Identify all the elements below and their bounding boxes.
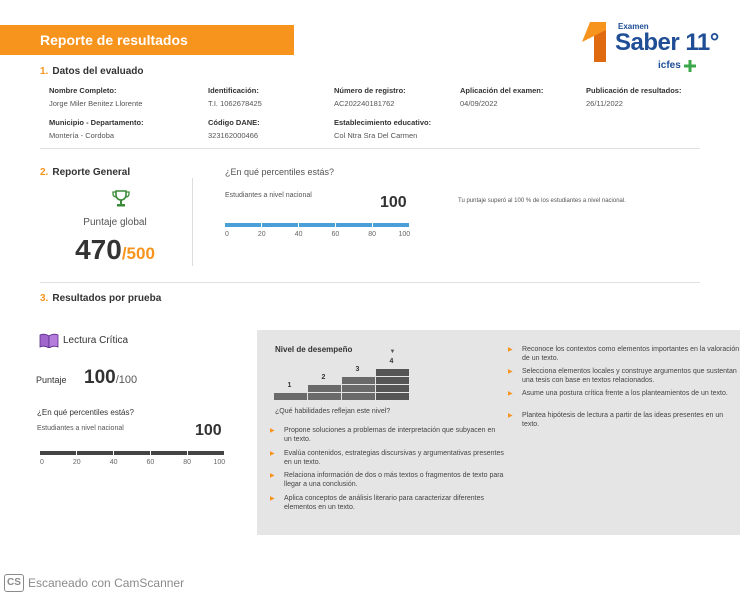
subject-scale-segment	[151, 451, 187, 455]
level-number: 1	[287, 382, 292, 389]
section-2-title	[40, 167, 130, 178]
level-number: 4	[389, 358, 394, 365]
saber-logo	[580, 20, 720, 76]
section-1-label: Datos del evaluado	[52, 66, 144, 77]
subject-score-label: Puntaje	[36, 375, 67, 385]
global-scale-segment	[336, 223, 372, 227]
subject-title: Lectura Crítica	[63, 335, 129, 346]
field-label-name: Nombre Completo:	[49, 86, 117, 95]
skills-list-left	[270, 427, 505, 527]
logo-exam-label: Examen	[618, 22, 649, 31]
current-level-marker-icon: ▼	[389, 349, 396, 355]
subject-scale-segment	[77, 451, 113, 455]
global-scale-segment	[262, 223, 298, 227]
level-number: 3	[355, 366, 360, 373]
bullet-arrow-icon: ▶	[508, 413, 513, 419]
subject-national-label: Estudiantes a nivel nacional	[37, 425, 124, 432]
subject-scale-segment	[40, 451, 76, 455]
global-score-value: 470	[75, 234, 122, 265]
global-scale-segment	[299, 223, 335, 227]
global-score-label: Puntaje global	[83, 217, 147, 228]
section-1-title	[40, 66, 143, 77]
field-label-id: Identificación:	[208, 86, 259, 95]
vertical-divider	[192, 178, 193, 266]
section-3-title	[40, 293, 161, 304]
trophy-icon	[112, 189, 130, 209]
skill-item	[270, 495, 505, 512]
global-percentile-scale	[225, 223, 409, 241]
global-score-max: /500	[121, 244, 155, 263]
icfes-plus-icon	[684, 60, 696, 72]
skill-text: Relaciona información de dos o más textos o fragmentos de texto para llegar a una conclusión.	[284, 472, 504, 488]
subject-score	[84, 367, 137, 389]
level-step	[376, 393, 409, 400]
report-banner	[0, 25, 294, 55]
subject-scale-tick: 20	[72, 459, 81, 466]
camscanner-logo: CS	[4, 574, 24, 592]
global-percentile-value: 100	[380, 194, 407, 211]
global-scale-tick: 80	[368, 231, 377, 238]
field-value-registration: AC202240181762	[334, 99, 395, 108]
level-title: Nivel de desempeño	[275, 345, 353, 354]
field-label-registration: Número de registro:	[334, 86, 406, 95]
level-step	[342, 377, 375, 384]
bullet-arrow-icon: ▶	[270, 451, 275, 457]
subject-scale-segment	[188, 451, 224, 455]
percentile-question: ¿En qué percentiles estás?	[225, 167, 335, 177]
level-step	[376, 385, 409, 392]
percentile-note: Tu puntaje superó al 100 % de los estudiantes a nivel nacional.	[458, 198, 626, 204]
bullet-arrow-icon: ▶	[508, 391, 513, 397]
field-value-municipality: Montería - Cordoba	[49, 131, 115, 140]
bullet-arrow-icon: ▶	[270, 428, 275, 434]
level-step	[308, 385, 341, 392]
skill-text: Selecciona elementos locales y construye argumentos que sustentan una tesis con base en textos relacionados.	[522, 368, 737, 384]
level-step	[342, 385, 375, 392]
skill-text: Asume una postura crítica frente a los planteamientos de un texto.	[522, 390, 728, 397]
level-step	[376, 369, 409, 376]
field-label-municipality: Municipio - Departamento:	[49, 118, 144, 127]
subject-scale-tick: 80	[183, 459, 192, 466]
field-value-name: Jorge Miler Benitez Llorente	[49, 99, 143, 108]
skill-text: Plantea hipótesis de lectura a partir de las ideas presentes en un texto.	[522, 412, 724, 428]
global-scale-tick: 40	[294, 231, 303, 238]
level-step	[342, 393, 375, 400]
divider	[40, 282, 700, 283]
subject-score-value: 100	[84, 367, 116, 388]
camscanner-text: Escaneado con CamScanner	[28, 576, 185, 590]
global-score	[40, 234, 190, 266]
national-label: Estudiantes a nivel nacional	[225, 192, 312, 199]
skill-item	[508, 368, 740, 385]
level-stairs	[274, 346, 414, 402]
subject-percentile-scale	[40, 451, 224, 469]
skill-item	[508, 412, 740, 429]
section-1-number: 1.	[40, 66, 49, 77]
level-step	[274, 393, 307, 400]
level-step	[308, 393, 341, 400]
bullet-arrow-icon: ▶	[270, 496, 275, 502]
skill-text: Reconoce los contextos como elementos importantes en la valoración de un texto.	[522, 346, 740, 362]
skill-text: Aplica conceptos de análisis literario para caracterizar diferentes elementos en un texto.	[284, 495, 484, 511]
skills-question: ¿Qué habilidades reflejan este nivel?	[275, 408, 391, 415]
divider	[40, 148, 700, 149]
field-value-id: T.I. 1062678425	[208, 99, 262, 108]
logo-icfes-label: icfes	[658, 60, 681, 71]
skill-item	[508, 346, 740, 363]
bullet-arrow-icon: ▶	[508, 369, 513, 375]
skill-text: Propone soluciones a problemas de interpretación que subyacen en un texto.	[284, 427, 496, 443]
global-scale-tick: 60	[331, 231, 340, 238]
subject-percentile-value: 100	[195, 422, 222, 439]
field-label-school: Establecimiento educativo:	[334, 118, 432, 127]
skill-item	[270, 450, 505, 467]
subject-scale-tick: 40	[109, 459, 118, 466]
global-scale-tick: 0	[225, 231, 229, 238]
field-value-school: Col Ntra Sra Del Carmen	[334, 131, 418, 140]
bullet-arrow-icon: ▶	[270, 473, 275, 479]
book-icon	[39, 333, 59, 348]
field-value-dane: 323162000466	[208, 131, 259, 140]
subject-scale-tick: 100	[213, 459, 226, 466]
global-scale-tick: 100	[398, 231, 411, 238]
section-2-label: Reporte General	[52, 167, 131, 178]
global-scale-segment	[373, 223, 409, 227]
subject-scale-segment	[114, 451, 150, 455]
field-label-publication-date: Publicación de resultados:	[586, 86, 682, 95]
level-number: 2	[321, 374, 326, 381]
section-3-label: Resultados por prueba	[52, 293, 162, 304]
field-label-exam-date: Aplicación del examen:	[460, 86, 544, 95]
subject-scale-tick: 60	[146, 459, 155, 466]
subject-percentile-question: ¿En qué percentiles estás?	[37, 408, 134, 417]
bullet-arrow-icon: ▶	[508, 347, 513, 353]
subject-score-max: /100	[115, 374, 138, 386]
field-value-publication-date: 26/11/2022	[586, 99, 623, 108]
skills-list-right	[508, 346, 740, 446]
field-value-exam-date: 04/09/2022	[460, 99, 498, 108]
skill-item	[508, 390, 740, 399]
skill-text: Evalúa contenidos, estrategias discursivas y argumentativas presentes en un texto.	[284, 450, 504, 466]
subject-scale-tick: 0	[40, 459, 44, 466]
logo-saber-label: Saber 11°	[615, 29, 719, 56]
section-2-number: 2.	[40, 167, 49, 178]
level-step	[376, 377, 409, 384]
global-scale-tick: 20	[257, 231, 266, 238]
section-3-number: 3.	[40, 293, 49, 304]
skill-item	[270, 427, 505, 444]
global-scale-segment	[225, 223, 261, 227]
field-label-dane: Código DANE:	[208, 118, 260, 127]
saber-logo-icon	[580, 22, 612, 62]
skill-item	[270, 472, 505, 489]
report-title: Reporte de resultados	[40, 32, 188, 48]
